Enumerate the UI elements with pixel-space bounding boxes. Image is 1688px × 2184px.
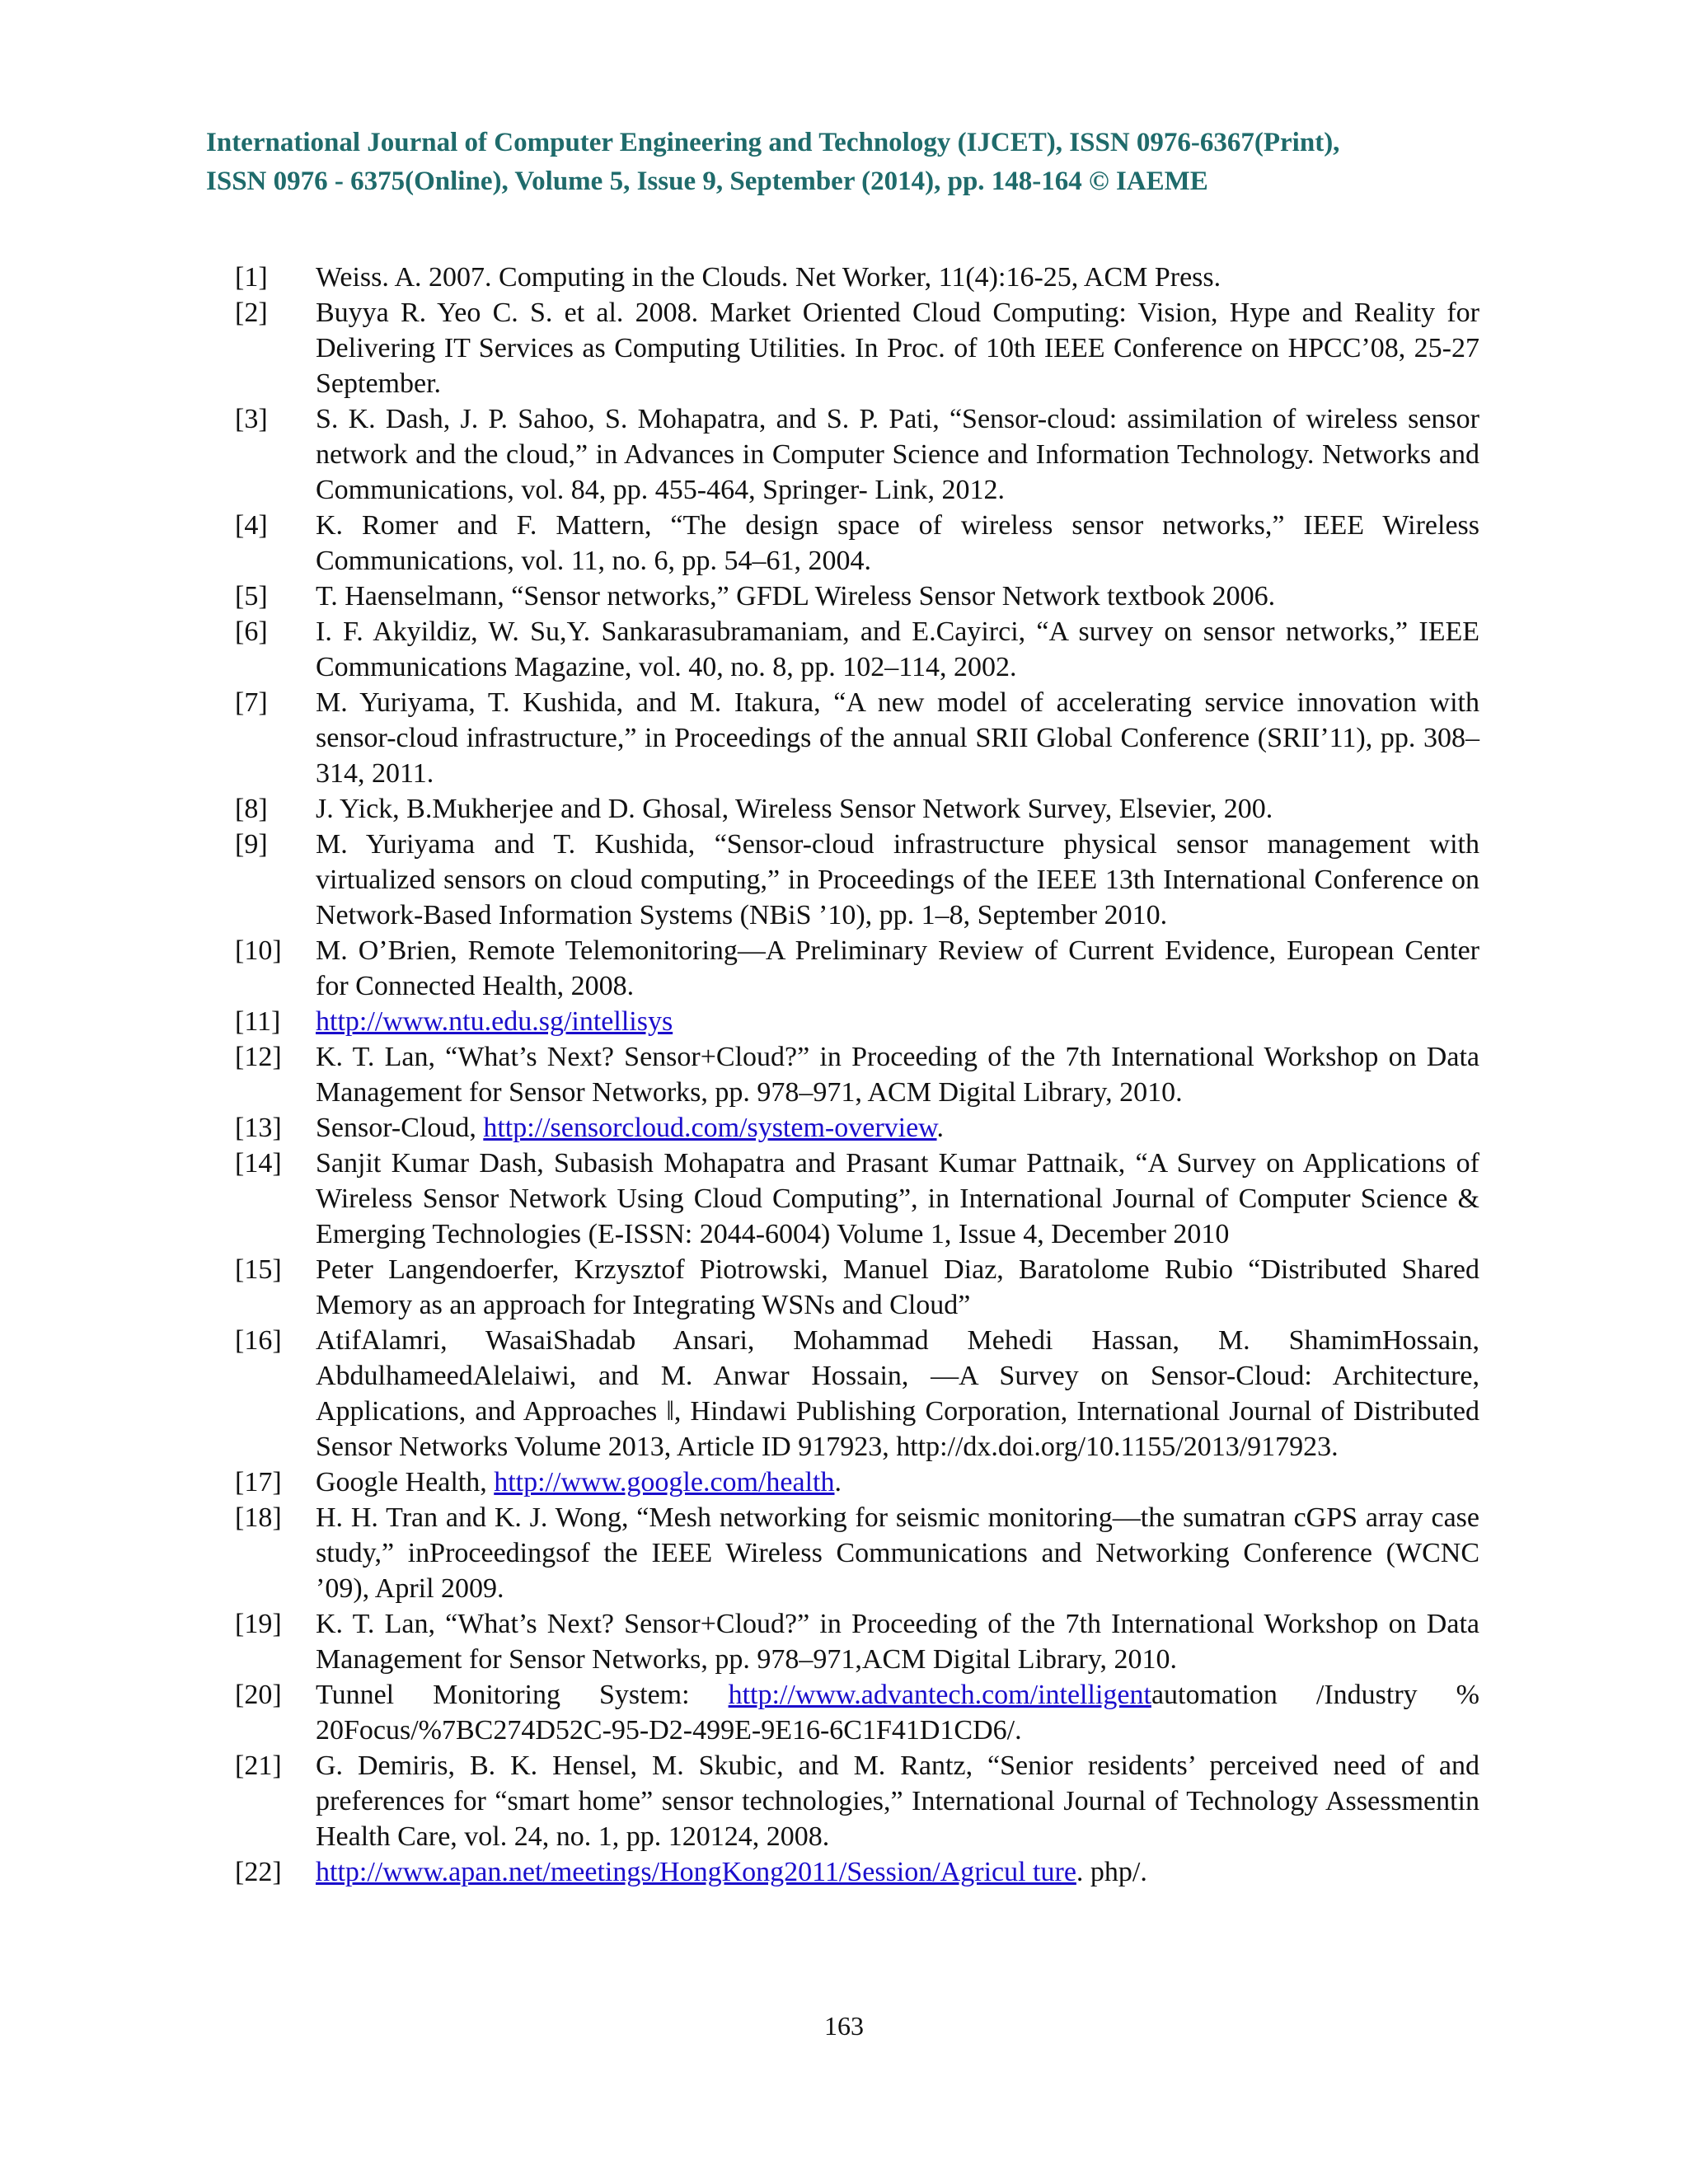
reference-number: [21] (235, 1750, 282, 1781)
reference-number: [11] (235, 1006, 281, 1037)
reference-number: [16] (235, 1325, 282, 1356)
reference-item (235, 1606, 1479, 1677)
reference-text-part: M. O’Brien, Remote Telemonitoring—A Preliminary Review of Current Evidence, European Center for Connected Health, 2008. (316, 935, 1479, 1001)
reference-number: [12] (235, 1042, 282, 1072)
reference-number: [19] (235, 1609, 282, 1639)
reference-text-part: . php/. (1076, 1857, 1147, 1887)
reference-link[interactable]: http://www.advantech.com/intelligent (728, 1680, 1151, 1710)
reference-text-part: Tunnel Monitoring System: (316, 1680, 729, 1710)
reference-text-part: automation /Industry % 20Focus/%7BC274D52C-95-D2-499E-9E16-6C1F41D1CD6/. (316, 1680, 1480, 1746)
reference-text-part: AtifAlamri, WasaiShadab Ansari, Mohammad Mehedi Hassan, M. ShamimHossain, AbdulhameedAlelaiwi, and M. Anwar Hossain, ―A Survey on Sensor-Cloud: Architecture, Applications, and Approaches ‖, Hindawi Publishing Corporation, International Journal of Distributed Sensor Networks Volume 2013, Article ID 917923, http://dx.doi.org/10.1155/2013/917923. (316, 1325, 1479, 1462)
reference-number: [2] (235, 298, 268, 328)
reference-text (316, 579, 1479, 614)
reference-number: [4] (235, 510, 268, 541)
reference-text (316, 1323, 1479, 1465)
reference-text (316, 1606, 1479, 1677)
reference-text-part: Buyya R. Yeo C. S. et al. 2008. Market Oriented Cloud Computing: Vision, Hype and Reality for Delivering IT Services as Computing Utilities. In Proc. of 10th IEEE Conference on HPCC’08, 25-27 September. (316, 298, 1479, 399)
reference-item (235, 1323, 1479, 1465)
reference-text-part: M. Yuriyama and T. Kushida, “Sensor-cloud infrastructure physical sensor management with virtualized sensors on cloud computing,” in Proceedings of the IEEE 13th International Conference on Network-Based Information Systems (NBiS ’10), pp. 1–8, September 2010. (316, 829, 1479, 930)
reference-text-part: K. T. Lan, “What’s Next? Sensor+Cloud?” in Proceeding of the 7th International Workshop on Data Management for Sensor Networks, pp. 978–971, ACM Digital Library, 2010. (316, 1042, 1479, 1108)
reference-text-part: J. Yick, B.Mukherjee and D. Ghosal, Wireless Sensor Network Survey, Elsevier, 200. (316, 794, 1273, 824)
reference-item (235, 508, 1479, 579)
reference-text (316, 1500, 1479, 1606)
reference-item (235, 1500, 1479, 1606)
reference-item (235, 1854, 1479, 1890)
reference-item (235, 401, 1479, 508)
reference-text-part: Google Health, (316, 1467, 495, 1497)
reference-list (235, 260, 1479, 1890)
reference-text (316, 260, 1479, 295)
reference-item (235, 614, 1479, 685)
reference-text (316, 1110, 1479, 1146)
reference-item (235, 1110, 1479, 1146)
reference-text (316, 1748, 1479, 1854)
reference-link[interactable]: http://www.apan.net/meetings/HongKong2011/Session/Agricul ture (316, 1857, 1076, 1887)
reference-text-part: K. T. Lan, “What’s Next? Sensor+Cloud?” in Proceeding of the 7th International Workshop on Data Management for Sensor Networks, pp. 978–971,ACM Digital Library, 2010. (316, 1609, 1479, 1675)
reference-text-part: T. Haenselmann, “Sensor networks,” GFDL Wireless Sensor Network textbook 2006. (316, 581, 1276, 612)
reference-link[interactable]: http://www.ntu.edu.sg/intellisys (316, 1006, 673, 1037)
reference-text (316, 685, 1479, 791)
reference-number: [17] (235, 1467, 282, 1497)
reference-text (316, 1146, 1479, 1252)
reference-number: [8] (235, 794, 268, 824)
reference-item (235, 295, 1479, 401)
header-line-1: International Journal of Computer Engineering and Technology (IJCET), ISSN 0976-6367(Print), (206, 128, 1340, 157)
reference-text-part: K. Romer and F. Mattern, “The design space of wireless sensor networks,” IEEE Wireless Communications, vol. 11, no. 6, pp. 54–61, 2004. (316, 510, 1479, 576)
reference-number: [18] (235, 1502, 282, 1533)
reference-item (235, 579, 1479, 614)
reference-text-part: Peter Langendoerfer, Krzysztof Piotrowski, Manuel Diaz, Baratolome Rubio “Distributed Shared Memory as an approach for Integrating WSNs and Cloud” (316, 1254, 1479, 1320)
reference-text-part: H. H. Tran and K. J. Wong, “Mesh networking for seismic monitoring—the sumatran cGPS array case study,” inProceedingsof the IEEE Wireless Communications and Networking Conference (WCNC ’09), April 2009. (316, 1502, 1479, 1604)
reference-text-part: I. F. Akyildiz, W. Su,Y. Sankarasubramaniam, and E.Cayirci, “A survey on sensor networks,” IEEE Communications Magazine, vol. 40, no. 8, pp. 102–114, 2002. (316, 616, 1479, 682)
reference-number: [6] (235, 616, 268, 647)
reference-text (316, 1039, 1479, 1110)
reference-item (235, 260, 1479, 295)
reference-number: [7] (235, 687, 268, 718)
reference-text (316, 1465, 1479, 1500)
reference-number: [13] (235, 1113, 282, 1143)
reference-text (316, 508, 1479, 579)
reference-number: [1] (235, 262, 268, 293)
reference-text (316, 933, 1479, 1004)
page-number: 163 (824, 2011, 864, 2041)
reference-text-part: Sensor-Cloud, (316, 1113, 484, 1143)
reference-link[interactable]: http://www.google.com/health (494, 1467, 835, 1497)
reference-item (235, 685, 1479, 791)
reference-text (316, 1677, 1479, 1748)
reference-item (235, 1677, 1479, 1748)
reference-text-part: . (834, 1467, 842, 1497)
reference-item (235, 1252, 1479, 1323)
reference-number: [10] (235, 935, 282, 966)
reference-number: [20] (235, 1680, 282, 1710)
reference-text-part: S. K. Dash, J. P. Sahoo, S. Mohapatra, and S. P. Pati, “Sensor-cloud: assimilation of wireless sensor network and the cloud,” in Advances in Computer Science and Information Technology. Networks and Communications, vol. 84, pp. 455-464, Springer- Link, 2012. (316, 404, 1479, 505)
reference-link[interactable]: http://sensorcloud.com/system-overview (483, 1113, 937, 1143)
reference-text-part: G. Demiris, B. K. Hensel, M. Skubic, and M. Rantz, “Senior residents’ perceived need of and preferences for “smart home” sensor technologies,” International Journal of Technology Assessmentin Health Care, vol. 24, no. 1, pp. 120124, 2008. (316, 1750, 1479, 1852)
reference-number: [5] (235, 581, 268, 612)
reference-text-part: . (936, 1113, 945, 1143)
reference-text (316, 1004, 1479, 1039)
reference-item (235, 1146, 1479, 1252)
reference-text-part: Sanjit Kumar Dash, Subasish Mohapatra and Prasant Kumar Pattnaik, “A Survey on Applications of Wireless Sensor Network Using Cloud Computing”, in International Journal of Computer Science & Emerging Technologies (E-ISSN: 2044-6004) Volume 1, Issue 4, December 2010 (316, 1148, 1479, 1249)
reference-text-part: Weiss. A. 2007. Computing in the Clouds. Net Worker, 11(4):16-25, ACM Press. (316, 262, 1221, 293)
reference-number: [14] (235, 1148, 282, 1179)
reference-item (235, 1465, 1479, 1500)
reference-item (235, 827, 1479, 933)
reference-text (316, 401, 1479, 508)
reference-item (235, 1748, 1479, 1854)
reference-item (235, 791, 1479, 827)
reference-number: [15] (235, 1254, 282, 1285)
reference-item (235, 933, 1479, 1004)
reference-text-part: M. Yuriyama, T. Kushida, and M. Itakura, “A new model of accelerating service innovation with sensor-cloud infrastructure,” in Proceedings of the annual SRII Global Conference (SRII’11), pp. 308–314, 2011. (316, 687, 1479, 789)
journal-header (206, 124, 1492, 201)
reference-text (316, 614, 1479, 685)
reference-text (316, 791, 1479, 827)
reference-number: [9] (235, 829, 268, 860)
reference-number: [22] (235, 1857, 282, 1887)
reference-text (316, 295, 1479, 401)
reference-item (235, 1004, 1479, 1039)
reference-text (316, 1252, 1479, 1323)
reference-text (316, 827, 1479, 933)
header-line-2: ISSN 0976 - 6375(Online), Volume 5, Issue 9, September (2014), pp. 148-164 © IAEME (206, 166, 1208, 196)
reference-item (235, 1039, 1479, 1110)
reference-number: [3] (235, 404, 268, 434)
reference-text (316, 1854, 1479, 1890)
